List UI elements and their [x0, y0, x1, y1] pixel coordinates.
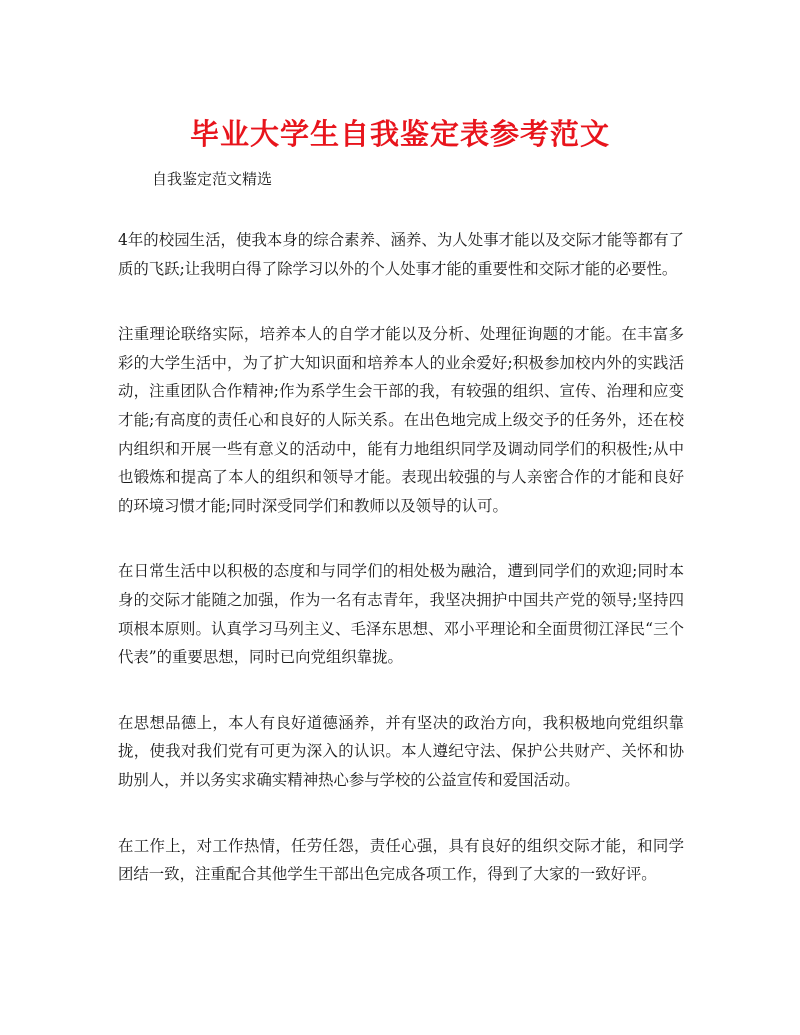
document-body: [118, 226, 684, 926]
paragraph: 在思想品德上，本人有良好道德涵养，并有坚决的政治方向，我积极地向党组织靠拢，使我对我们党有可更为深入的认识。本人遵纪守法、保护公共财产、关怀和协助别人，并以务实求确实精神热心参与学校的公益宣传和爱国活动。: [118, 713, 684, 789]
paragraph: 注重理论联络实际，培养本人的自学才能以及分析、处理征询题的才能。在丰富多彩的大学生活中，为了扩大知识面和培养本人的业余爱好;积极参加校内外的实践活动，注重团队合作精神;作为系学生会干部的我，有较强的组织、宣传、治理和应变才能;有高度的责任心和良好的人际关系。在出色地完成上级交予的任务外，还在校内组织和开展一些有意义的活动中，能有力地组织同学及调动同学们的积极性;从中也锻炼和提高了本人的组织和领导才能。表现出较强的与人亲密合作的才能和良好的环境习惯才能;同时深受同学们和教师以及领导的认可。: [118, 325, 684, 515]
paragraph: 在工作上，对工作热情，任劳任怨，责任心强，具有良好的组织交际才能，和同学团结一致，注重配合其他学生干部出色完成各项工作，得到了大家的一致好评。: [118, 836, 684, 884]
paragraph: 4年的校园生活，使我本身的综合素养、涵养、为人处事才能以及交际才能等都有了质的飞跃;让我明白得了除学习以外的个人处事才能的重要性和交际才能的必要性。: [118, 231, 684, 278]
document-title: 毕业大学生自我鉴定表参考范文: [189, 117, 610, 151]
document-subtitle: 自我鉴定范文精选: [152, 170, 273, 188]
paragraph: 在日常生活中以积极的态度和与同学们的相处极为融洽，遭到同学们的欢迎;同时本身的交际才能随之加强，作为一名有志青年，我坚决拥护中国共产党的领导;坚持四项根本原则。认真学习马列主义、毛泽东思想、邓小平理论和全面贯彻江泽民“三个代表”的重要思想，同时已向党组织靠拢。: [118, 562, 684, 667]
